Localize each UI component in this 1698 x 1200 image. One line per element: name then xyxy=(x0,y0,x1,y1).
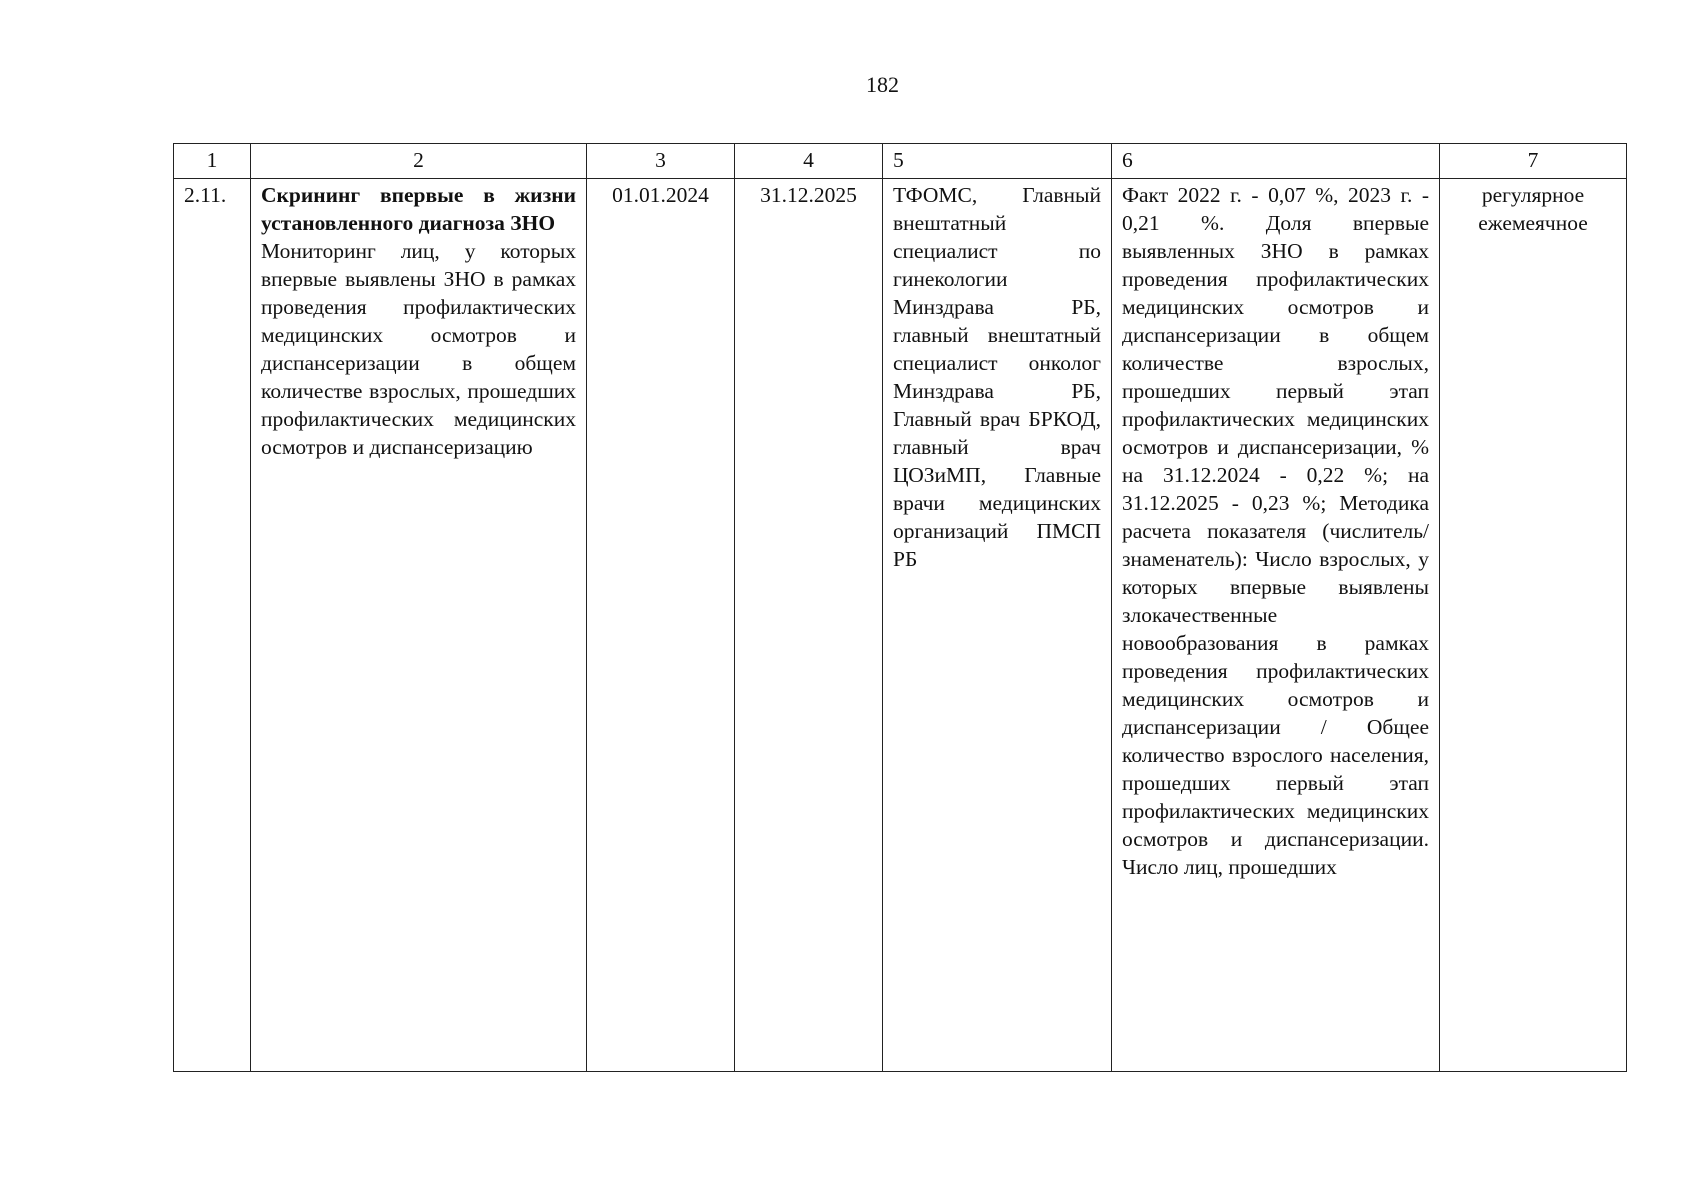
plan-table xyxy=(173,143,1627,1072)
table-row xyxy=(174,179,1627,1072)
frequency-cell: регулярное ежемеячное xyxy=(1440,179,1627,1072)
column-header-3: 3 xyxy=(587,144,735,179)
page-number: 182 xyxy=(866,72,899,97)
column-header-5: 5 xyxy=(883,144,1112,179)
column-header-2: 2 xyxy=(251,144,587,179)
measure-description: Мониторинг лиц, у которых впервые выявлены ЗНО в рамках проведения профилактических медицинских осмотров и диспансеризации в общем количестве взрослых, прошедших профилактических медицинских осмотров и диспансеризацию xyxy=(261,239,576,459)
responsible-cell: ТФОМС, Главный внештатный специалист по гинекологии Минздрава РБ, главный внештатный специалист онколог Минздрава РБ, Главный врач БРКОД, главный врач ЦОЗиМП, Главные врачи медицинских организаций ПМСП РБ xyxy=(883,179,1112,1072)
end-date: 31.12.2025 xyxy=(735,179,883,1072)
row-number: 2.11. xyxy=(174,179,251,1072)
indicator-cell: Факт 2022 г. - 0,07 %, 2023 г. - 0,21 %. Доля впервые выявленных ЗНО в рамках проведения профилактических медицинских осмотров и диспансеризации в общем количестве взрослых, прошедших первый этап профилактических медицинских осмотров и диспансеризации, % на 31.12.2024 - 0,22 %; на 31.12.2025 - 0,23 %; Методика расчета показателя (числитель/знаменатель): Число взрослых, у которых впервые выявлены злокачественные новообразования в рамках проведения профилактических медицинских осмотров и диспансеризации / Общее количество взрослого населения, прошедших первый этап профилактических медицинских осмотров и диспансеризации. Число лиц, прошедших xyxy=(1112,179,1440,1072)
header-row xyxy=(174,144,1627,179)
column-header-1: 1 xyxy=(174,144,251,179)
column-header-4: 4 xyxy=(735,144,883,179)
measure-cell xyxy=(251,179,587,1072)
measure-title: Скрининг впервые в жизни установленного диагноза ЗНО xyxy=(261,183,576,235)
start-date: 01.01.2024 xyxy=(587,179,735,1072)
column-header-7: 7 xyxy=(1440,144,1627,179)
column-header-6: 6 xyxy=(1112,144,1440,179)
